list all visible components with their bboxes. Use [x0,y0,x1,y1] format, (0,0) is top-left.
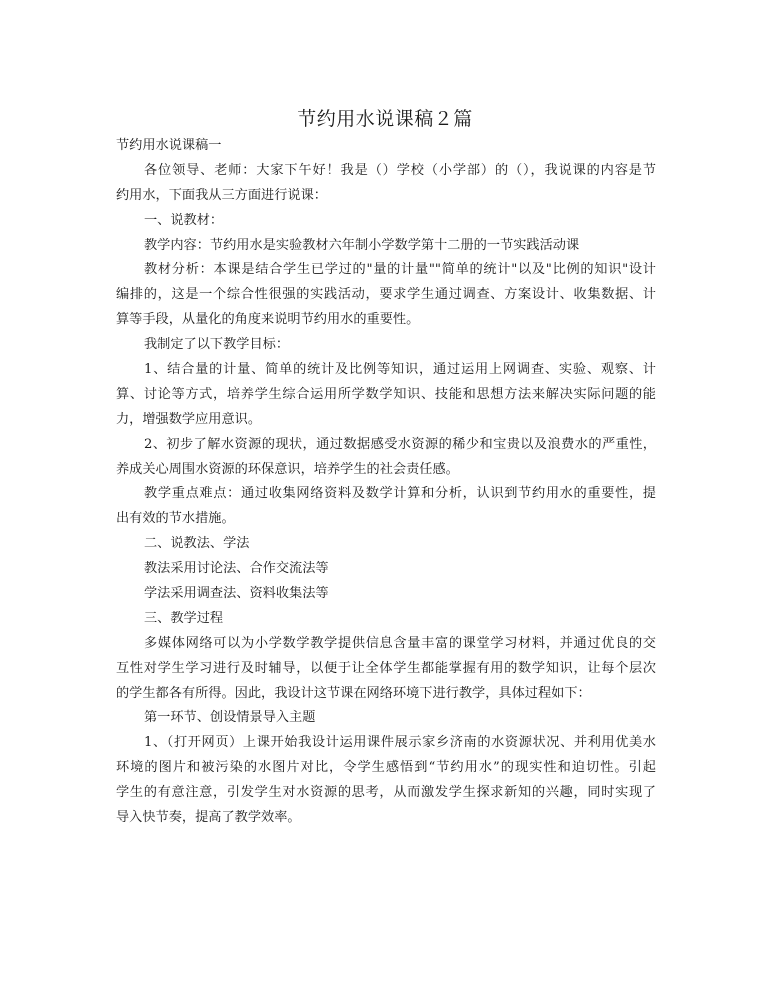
text-line: 互性对学生学习进行及时辅导，以便于让全体学生都能掌握有用的数学知识，让每个层次 [116,660,656,676]
text-line: 1、结合量的计量、简单的统计及比例等知识，通过运用上网调查、实验、观察、计 [144,362,656,378]
text-line: 2、初步了解水资源的现状，通过数据感受水资源的稀少和宝贵以及浪费水的严重性， [144,436,656,452]
text-line: 学法采用调查法、资料收集法等 [144,586,329,602]
text-line: 力，增强数学应用意识。 [116,411,262,427]
text-line: 一、说教材： [144,212,224,228]
text-line: 养成关心周围水资源的环保意识，培养学生的社会责任感。 [116,461,459,477]
text-line: 二、说教法、学法 [144,536,250,552]
document-title: 节约用水说课稿２篇 [297,108,473,130]
text-line: 教学内容：节约用水是实验教材六年制小学数学第十二册的一节实践活动课 [144,237,580,253]
text-line: 学生的有意注意，引发学生对水资源的思考，从而激发学生探求新知的兴趣，同时实现了 [116,785,656,801]
text-line: 编排的，这是一个综合性很强的实践活动，要求学生通过调查、方案设计、收集数据、计 [116,287,656,303]
text-line: 环境的图片和被污染的水图片对比，令学生感悟到“节约用水”的现实性和迫切性。引起 [116,760,656,776]
text-line: 约用水，下面我从三方面进行说课： [116,187,327,203]
text-line: 教学重点难点：通过收集网络资料及数学计算和分析，认识到节约用水的重要性，提 [144,486,656,502]
text-line: 我制定了以下教学目标： [144,337,290,353]
text-line: 教材分析：本课是结合学生已学过的"量的计量""简单的统计"以及"比例的知识"设计 [144,262,656,278]
text-line: 导入快节奏，提高了教学效率。 [116,810,301,826]
text-line: 节约用水说课稿一 [116,138,222,153]
document-body [116,134,656,831]
text-line: 三、教学过程 [144,610,224,626]
text-line: 多媒体网络可以为小学数学教学提供信息含量丰富的课堂学习材料，并通过优良的交 [144,635,656,651]
text-line: 的学生都各有所得。因此，我设计这节课在网络环境下进行教学，具体过程如下： [116,685,591,701]
text-line: 算、讨论等方式，培养学生综合运用所学数学知识、技能和思想方法来解决实际问题的能 [116,386,656,402]
text-line: 出有效的节水措施。 [116,511,235,527]
text-line: 各位领导、老师：大家下午好！我是（）学校（小学部）的（），我说课的内容是节 [144,162,656,178]
text-line: 第一环节、创设情景导入主题 [144,710,316,726]
text-line: 教法采用讨论法、合作交流法等 [144,561,329,577]
text-line: 1、（打开网页）上课开始我设计运用课件展示家乡济南的水资源状况、并利用优美水 [144,735,656,751]
text-line: 算等手段，从量化的角度来说明节约用水的重要性。 [116,312,420,328]
